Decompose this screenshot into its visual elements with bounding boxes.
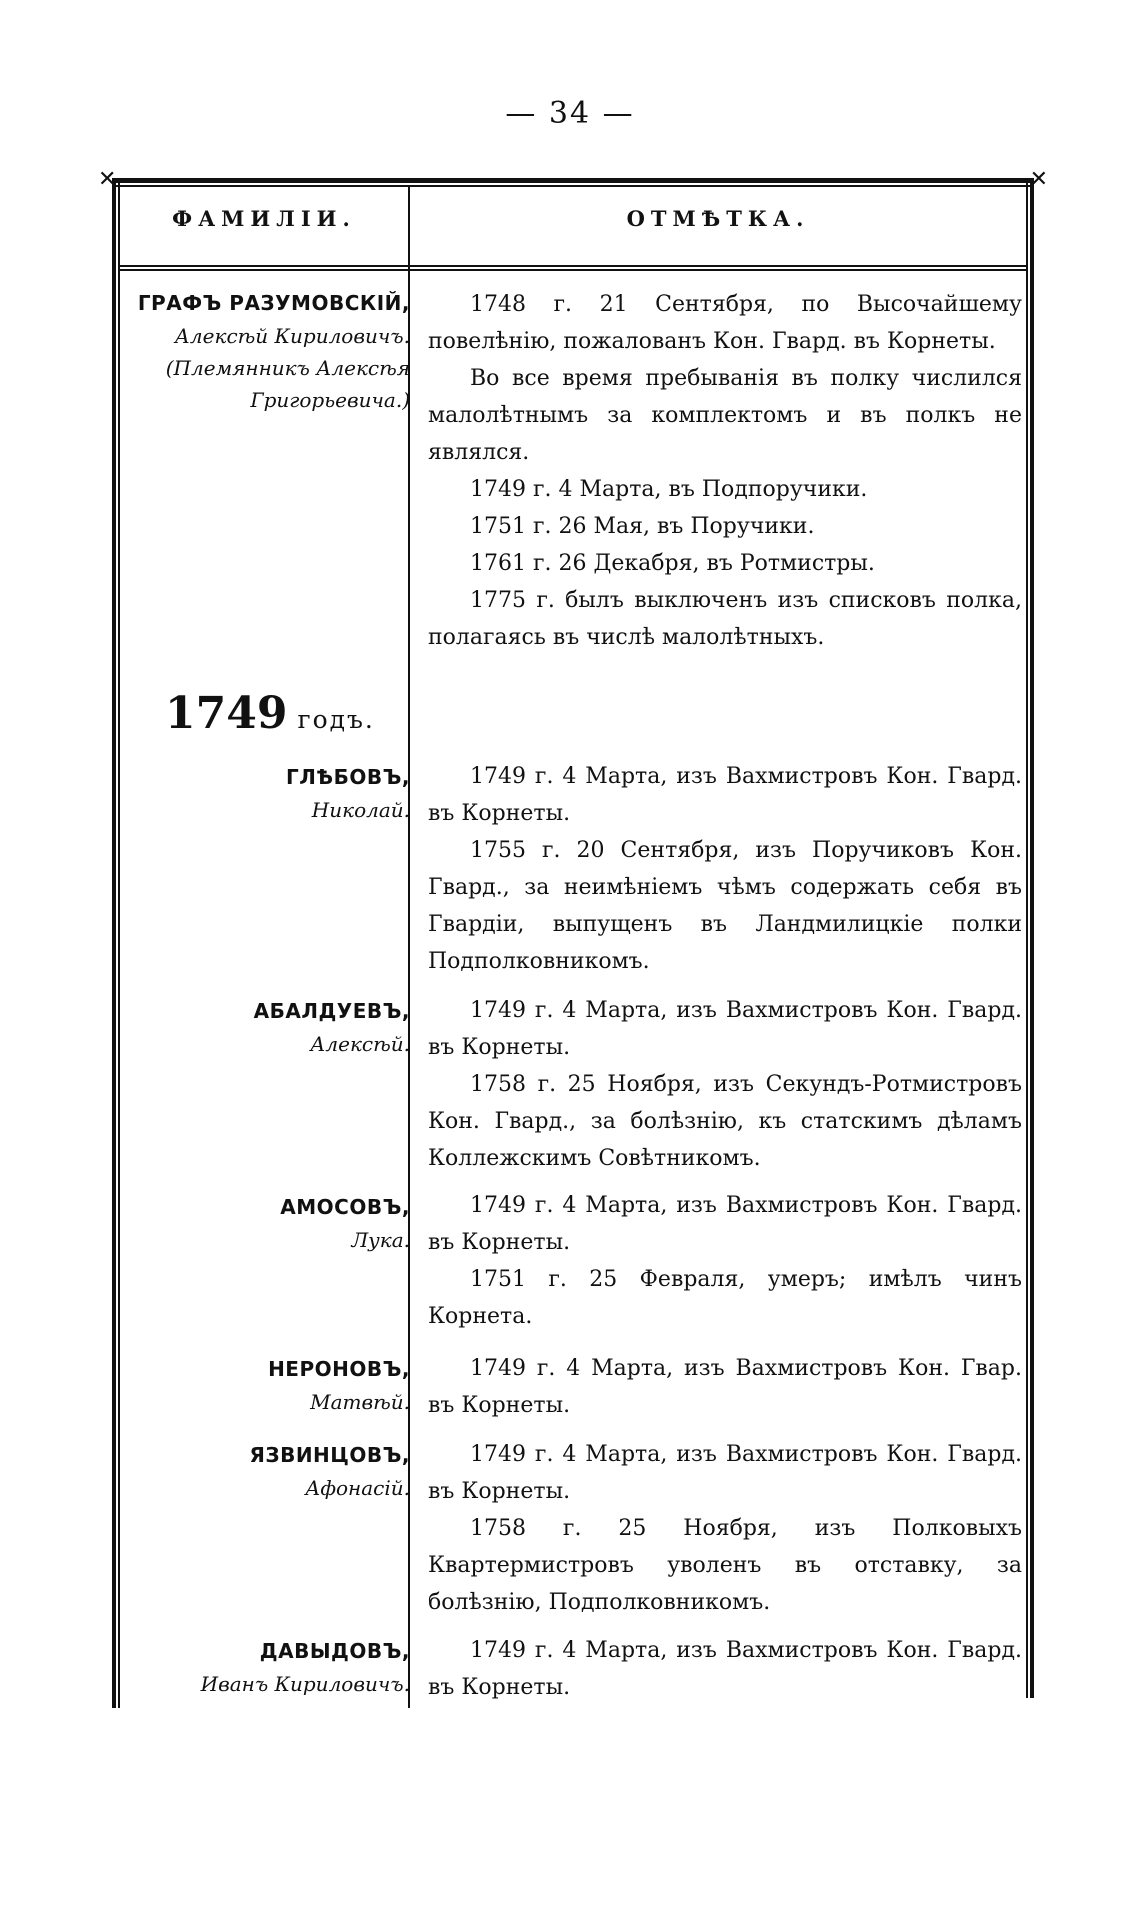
entry-names — [118, 760, 410, 826]
note-paragraph: 1751 г. 26 Мая, въ Поручики. — [470, 514, 815, 539]
header-rule — [120, 265, 1026, 271]
entry-notes — [428, 286, 1022, 656]
entry-notes — [428, 992, 1022, 1177]
entry-surname: ГРАФЪ РАЗУМОВСКІЙ, — [137, 291, 410, 315]
note-paragraph: 1749 г. 4 Марта, изъ Вахмистровъ Кон. Гвар. въ Корнеты. — [428, 1356, 1022, 1418]
note-paragraph: Во все время пребыванія въ полку числился малолѣтнымъ за комплектомъ и въ полкъ не являлся. — [428, 366, 1022, 465]
entry-given-name: Григорьевича.) — [250, 388, 410, 412]
entry-given-name: Афонасій. — [305, 1476, 410, 1500]
note-paragraph: 1751 г. 25 Февраля, умеръ; имѣлъ чинъ Корнета. — [428, 1267, 1022, 1329]
note-paragraph: 1758 г. 25 Ноября, изъ Секундъ-Ротмистровъ Кон. Гвард., за болѣзнію, къ статскимъ дѣламъ Коллежскимъ Совѣтникомъ. — [428, 1072, 1022, 1171]
entry-surname: ДАВЫДОВЪ, — [259, 1639, 410, 1663]
entry-notes — [428, 1436, 1022, 1621]
entry-names — [118, 286, 410, 416]
note-paragraph: 1758 г. 25 Ноября, изъ Полковыхъ Квартермистровъ уволенъ въ отставку, за болѣзнію, Подполковникомъ. — [428, 1516, 1022, 1615]
entry-surname: НЕРОНОВЪ, — [268, 1357, 410, 1381]
note-paragraph: 1749 г. 4 Марта, въ Подпоручики. — [470, 477, 868, 502]
entry-given-name: Матвѣй. — [310, 1390, 410, 1414]
year-word: годъ. — [297, 705, 375, 734]
right-border — [1026, 178, 1034, 1698]
note-paragraph: 1749 г. 4 Марта, изъ Вахмистровъ Кон. Гвард. въ Корнеты. — [428, 1193, 1022, 1255]
top-double-rule — [112, 178, 1034, 187]
entry-notes — [428, 1632, 1022, 1706]
note-paragraph: 1755 г. 20 Сентября, изъ Поручиковъ Кон. Гвард., за неимѣніемъ чѣмъ содержать себя въ Гвардіи, выпущенъ въ Ландмилицкіе полки Подполковникомъ. — [428, 838, 1022, 974]
entry-given-name: Иванъ Кириловичъ. — [200, 1672, 410, 1696]
note-paragraph: 1749 г. 4 Марта, изъ Вахмистровъ Кон. Гвард. въ Корнеты. — [428, 998, 1022, 1060]
names-column-header: ФАМИЛІИ. — [172, 206, 356, 231]
entry-given-name: (Племянникъ Алексѣя — [165, 356, 410, 380]
entry-notes — [428, 758, 1022, 980]
entry-names — [118, 1634, 410, 1700]
entry-notes — [428, 1350, 1022, 1424]
entry-surname: ГЛѢБОВЪ, — [285, 765, 410, 789]
entry-surname: АБАЛДУЕВЪ, — [253, 999, 410, 1023]
note-paragraph: 1775 г. былъ выключенъ изъ списковъ полка, полагаясь въ числѣ малолѣтныхъ. — [428, 588, 1022, 650]
entry-given-name: Алексѣй Кириловичъ. — [174, 324, 410, 348]
entry-notes — [428, 1187, 1022, 1335]
notes-column-header: ОТМѢТКА. — [626, 206, 810, 231]
entry-names — [118, 1352, 410, 1418]
note-paragraph: 1749 г. 4 Марта, изъ Вахмистровъ Кон. Гвард. въ Корнеты. — [428, 764, 1022, 826]
corner-ornament-left-icon: ✕ — [98, 167, 117, 192]
entry-surname: АМОСОВЪ, — [280, 1195, 410, 1219]
note-paragraph: 1748 г. 21 Сентября, по Высочайшему повелѣнію, пожалованъ Кон. Гвард. въ Корнеты. — [428, 292, 1022, 354]
entry-given-name: Лука. — [351, 1228, 410, 1252]
entry-given-name: Алексѣй. — [310, 1032, 410, 1056]
note-paragraph: 1749 г. 4 Марта, изъ Вахмистровъ Кон. Гвард. въ Корнеты. — [428, 1638, 1022, 1700]
entry-names — [118, 1438, 410, 1504]
year-heading — [165, 688, 405, 739]
entry-surname: ЯЗВИНЦОВЪ, — [249, 1443, 410, 1467]
entry-names — [118, 1190, 410, 1256]
year-number: 1749 — [165, 688, 288, 739]
corner-ornament-right-icon: ✕ — [1029, 167, 1048, 192]
entry-given-name: Николай. — [311, 798, 410, 822]
page-number: — 34 — — [505, 96, 635, 131]
note-paragraph: 1761 г. 26 Декабря, въ Ротмистры. — [470, 551, 875, 576]
note-paragraph: 1749 г. 4 Марта, изъ Вахмистровъ Кон. Гвард. въ Корнеты. — [428, 1442, 1022, 1504]
entry-names — [118, 994, 410, 1060]
